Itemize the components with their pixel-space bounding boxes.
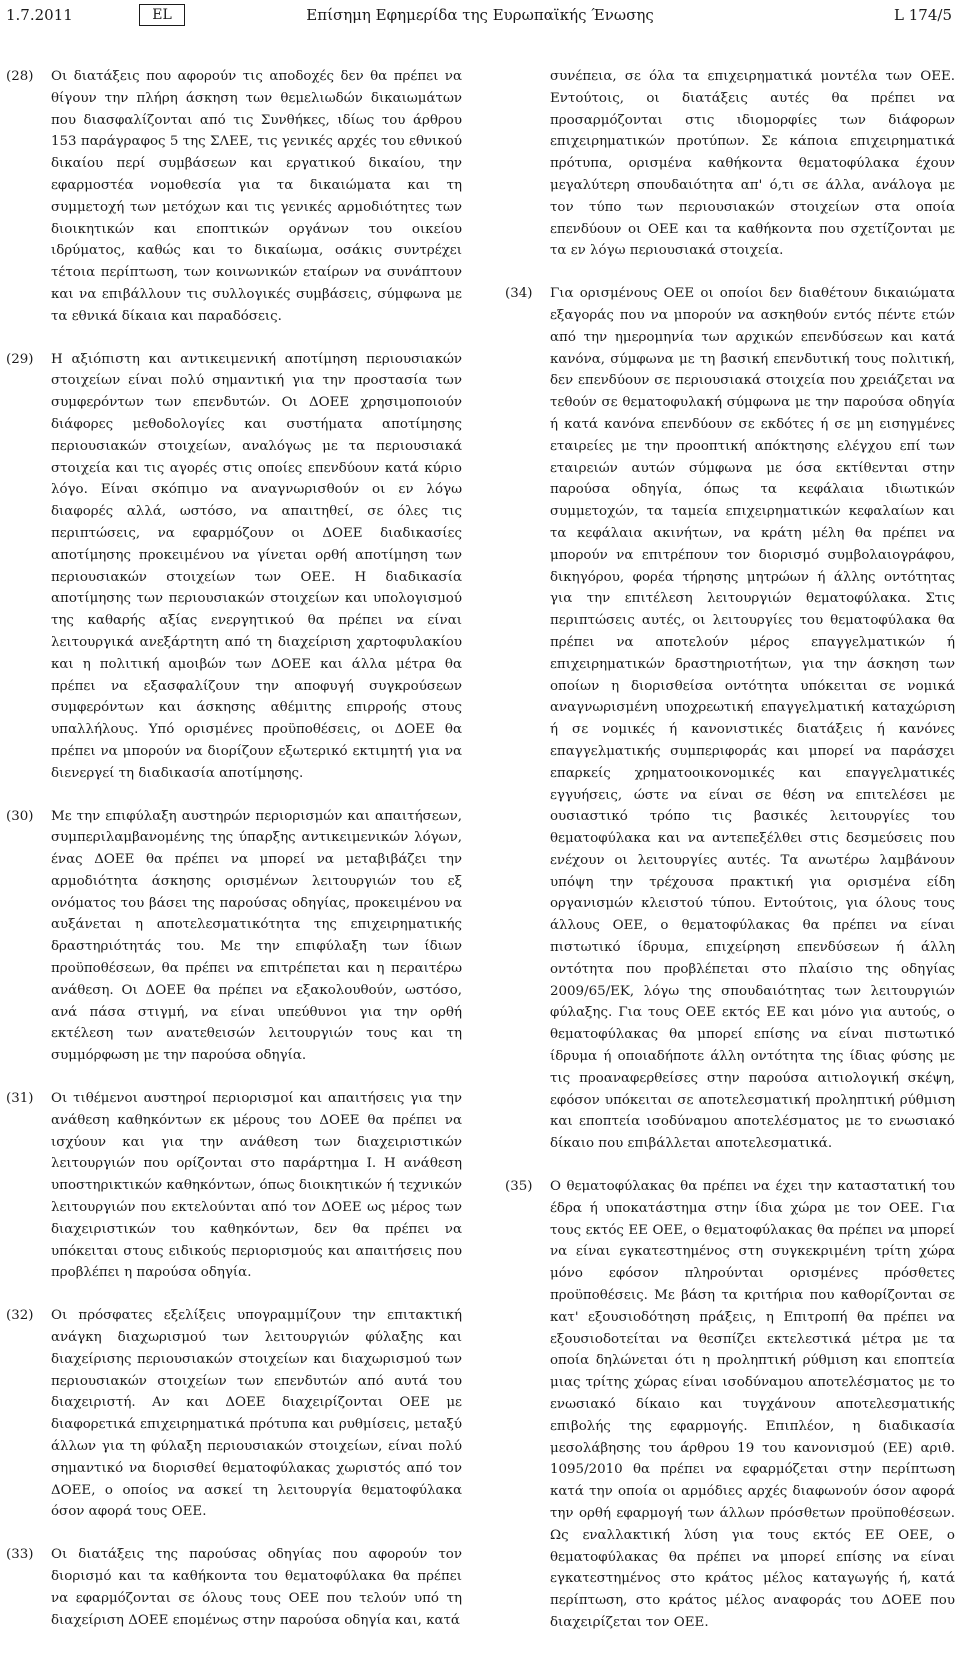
recital	[505, 283, 955, 1155]
recital-text: Οι διατάξεις της παρούσας οδηγίας που αφορούν τον διορισμό και τα καθήκοντα του θεματοφύλακα θα πρέπει να εφαρμόζονται σε όλους τους ΟΕΕ που τελούν υπό τη διαχείριση ΔΟΕΕ επομένως στην παρούσα οδηγία και, κατά	[51, 1547, 462, 1628]
right-column	[505, 66, 955, 1655]
issue-number: L 174/5	[894, 6, 952, 24]
recital-text: Η αξιόπιστη και αντικειμενική αποτίμηση περιουσιακών στοιχείων είναι πολύ σημαντική για την προστασία των συμφερόντων των επενδυτών. Οι ΔΟΕΕ χρησιμοποιούν διάφορες μεθοδολογίες και συστήματα αποτίμησης περιουσιακών στοιχείων, αναλόγως με τα περιουσιακά στοιχεία και τις αγορές στις οποίες επενδύουν κατά κύριο λόγο. Είναι σκόπιμο να αναγνωρισθούν οι εν λόγω διαφορές αλλά, ωστόσο, να απαιτηθεί, σε όλες τις περιπτώσεις, να εφαρμόζουν οι ΔΟΕΕ διαδικασίες αποτίμησης προκειμένου να γίνεται ορθή αποτίμηση των περιουσιακών στοιχείων των ΟΕΕ. Η διαδικασία αποτίμησης των περιουσιακών στοιχείων και υπολογισμού της καθαρής αξίας ενεργητικού θα πρέπει να είναι λειτουργικά ανεξάρτητη από τη διαχείριση χαρτοφυλακίου και η πολιτική αμοιβών των ΔΟΕΕ και άλλα μέτρα θα πρέπει να εξασφαλίζουν την αποφυγή συγκρούσεων συμφερόντων και άσκησης αθέμιτης επιρροής στους υπαλλήλους. Υπό ορισμένες προϋποθέσεις, οι ΔΟΕΕ θα πρέπει να μπορούν να διορίζουν εξωτερικό εκτιμητή για να διενεργεί τη διαδικασία αποτίμησης.	[51, 351, 462, 781]
recital	[6, 806, 462, 1068]
recital-number: (33)	[6, 1547, 34, 1563]
journal-title: Επίσημη Εφημερίδα της Ευρωπαϊκής Ένωσης	[306, 6, 654, 24]
recital	[6, 1305, 462, 1523]
recital	[505, 1176, 955, 1634]
recital-continuation	[505, 66, 955, 262]
left-column	[6, 66, 462, 1652]
recital-number: (28)	[6, 69, 34, 84]
page-header	[0, 0, 960, 30]
recital-text: Οι τιθέμενοι αυστηροί περιορισμοί και απαιτήσεις για την ανάθεση καθηκόντων εκ μέρους του ΔΟΕΕ θα πρέπει να ισχύουν και για την ανάθεση των διαχειριστικών λειτουργιών που ορίζονται στο παράρτημα Ι. Η ανάθεση υποστηρικτικών καθηκόντων, όπως διοικητικών ή τεχνικών λειτουργιών που εκτελούνται από τον ΔΟΕΕ ως μέρος των διαχειριστικών του καθηκόντων, δεν θα πρέπει να υπόκειται στους ειδικούς περιορισμούς και απαιτήσεις που προβλέπει η παρούσα οδηγία.	[51, 1091, 462, 1281]
recital-text: Οι διατάξεις που αφορούν τις αποδοχές δεν θα πρέπει να θίγουν την πλήρη άσκηση των θεμελιωδών δικαιωμάτων που διασφαλίζονται από τις Συνθήκες, ιδίως του άρθρου 153 παράγραφος 5 της ΣΛΕΕ, τις γενικές αρχές του εθνικού δικαίου περί συμβάσεων και εργατικού δικαίου, την εφαρμοστέα νομοθεσία για τα δικαιώματα και τη συμμετοχή των μετόχων και τις γενικές αρμοδιότητες των διοικητικών και εποπτικών οργάνων του οικείου ιδρύματος, καθώς και το δικαίωμα, οσάκις συντρέχει τέτοια περίπτωση, των κοινωνικών εταίρων να συνάπτουν και να επιβάλλουν τις συλλογικές συμβάσεις, σύμφωνα με τα εθνικά δίκαια και παραδόσεις.	[51, 69, 462, 324]
recital-number: (32)	[6, 1308, 34, 1324]
recital	[6, 66, 462, 328]
recital-number: (31)	[6, 1091, 34, 1107]
language-badge: EL	[139, 4, 185, 26]
recital	[6, 349, 462, 785]
publication-date: 1.7.2011	[6, 6, 73, 24]
recital-text: Ο θεματοφύλακας θα πρέπει να έχει την καταστατική του έδρα ή υποκατάστημα στην ίδια χώρα με τον ΟΕΕ. Για τους εκτός ΕΕ ΟΕΕ, ο θεματοφύλακας θα πρέπει να μπορεί να είναι εγκατεστημένος στη συγκεκριμένη τρίτη χώρα μόνο εφόσον πληρούνται ορισμένες πρόσθετες προϋποθέσεις. Με βάση τα κριτήρια που καθορίζονται σε κατ' εξουσιοδότηση πράξεις, η Επιτροπή θα πρέπει να εξουσιοδοτείται να θεσπίζει εκτελεστικά μέτρα με τα οποία δηλώνεται ότι η προληπτική ρύθμιση και εποπτεία μιας τρίτης χώρας είναι ισοδύναμου αποτελέσματος με το ενωσιακό δίκαιο και τυγχάνουν αποτελεσματικής επιβολής της εφαρμογής. Επιπλέον, η διαδικασία μεσολάβησης του άρθρου 19 του κανονισμού (ΕΕ) αριθ. 1095/2010 θα πρέπει να εφαρμόζεται στην περίπτωση κατά την οποία οι αρμόδιες αρχές διαφωνούν όσον αφορά την ορθή εφαρμογή των άλλων πρόσθετων προϋποθέσεων. Ως εναλλακτική λύση για τους εκτός ΕΕ ΟΕΕ, ο θεματοφύλακας θα πρέπει να μπορεί επίσης να είναι εγκατεστημένος στο κράτος μέλος καταγωγής ή, κατά περίπτωση, στο κράτος μέλος αναφοράς του ΔΟΕΕ που διαχειρίζεται τον ΟΕΕ.	[550, 1179, 955, 1630]
recital-number	[505, 66, 550, 262]
recital	[6, 1088, 462, 1284]
recital-number: (30)	[6, 808, 34, 824]
recital-text: Για ορισμένους ΟΕΕ οι οποίοι δεν διαθέτουν δικαιώματα εξαγοράς που να μπορούν να ασκηθούν εντός πέντε ετών από την ημερομηνία των αρχικών επενδύσεων και κατά κανόνα, σύμφωνα με τη βασική επενδυτική τους πολιτική, δεν επενδύουν σε περιουσιακά στοιχεία που χρειάζεται να τεθούν σε θεματοφυλακή σύμφωνα με την παρούσα οδηγία ή κατά κανόνα επενδύουν σε εκδότες ή σε μη εισηγμένες εταιρείες με την προοπτική απόκτησης ελέγχου επί των εταιρειών αυτών σύμφωνα με όσα εκτίθενται στην παρούσα οδηγία, όπως τα κεφάλαια ιδιωτικών συμμετοχών, τα ταμεία επιχειρηματικών κεφαλαίων και τα κεφάλαια ακινήτων, να κράτη μέλη θα πρέπει να μπορούν να επιτρέπουν τον διορισμό συμβολαιογράφου, δικηγόρου, φορέα τήρησης μητρώων ή άλλης οντότητας για την επιτέλεση λειτουργιών θεματοφύλακα. Στις περιπτώσεις αυτές, οι λειτουργίες του θεματοφύλακα θα πρέπει να αποτελούν μέρος επαγγελματικών ή επιχειρηματικών δραστηριοτήτων, για την άσκηση των οποίων η διορισθείσα οντότητα υπόκειται σε νομικά αναγνωρισμένη υποχρεωτική επαγγελματική καταχώριση ή σε νομικές ή κανονιστικές διατάξεις ή κανόνες επαγγελματικής συμπεριφοράς και μπορεί να παράσχει επαρκείς χρηματοοικονομικές και επαγγελματικές εγγυήσεις, ώστε να είναι σε θέση να επιτελέσει με ουσιαστικό τρόπο τις βασικές λειτουργίες του θεματοφύλακα και να αντεπεξέλθει στις δεσμεύσεις που ενέχουν οι λειτουργίες αυτές. Τα ανωτέρω λαμβάνουν υπόψη την τρέχουσα πρακτική για ορισμένα είδη οργανισμών κλειστού τύπου. Εντούτοις, για όλους τους άλλους ΟΕΕ, ο θεματοφύλακας θα πρέπει να είναι πιστωτικό ίδρυμα, επιχείρηση επενδύσεων ή άλλη οντότητα που προβλέπεται στο πλαίσιο της οδηγίας 2009/65/ΕΚ, λόγω της σπουδαιότητας των λειτουργιών φύλαξης. Για τους ΟΕΕ εκτός ΕΕ και μόνο για αυτούς, ο θεματοφύλακας θα μπορεί επίσης να είναι πιστωτικό ίδρυμα ή οποιαδήποτε άλλη οντότητα της ίδιας φύσης με τις προαναφερθείσες στην παρούσα αιτιολογική σκέψη, εφόσον υπόκειται σε αποτελεσματική προληπτική ρύθμιση και εποπτεία ισοδύναμου αποτελέσματος με το ενωσιακό δίκαιο που επιβάλλεται αποτελεσματικά.	[550, 286, 955, 1152]
recital-text: συνέπεια, σε όλα τα επιχειρηματικά μοντέλα των ΟΕΕ. Εντούτοις, οι διατάξεις αυτές θα πρέπει να προσαρμόζονται στις ιδιομορφίες των διάφορων επιχειρηματικών προτύπων. Σε κάποια επιχειρηματικά πρότυπα, ορισμένα καθήκοντα θεματοφύλακα έχουν μεγαλύτερη σπουδαιότητα απ' ό,τι σε άλλα, ανάλογα με τον τύπο των περιουσιακών στοιχείων στα οποία επενδύουν οι ΟΕΕ και τα καθήκοντα που σχετίζονται με τα εν λόγω περιουσιακά στοιχεία.	[550, 69, 955, 259]
recital-number: (35)	[505, 1179, 533, 1195]
recital-number: (34)	[505, 286, 533, 302]
recital-number: (29)	[6, 351, 34, 367]
recital-text: Με την επιφύλαξη αυστηρών περιορισμών και απαιτήσεων, συμπεριλαμβανομένης της ύπαρξης αντικειμενικών λόγων, ένας ΔΟΕΕ θα πρέπει να μπορεί να μεταβιβάζει την αρμοδιότητα άσκησης ορισμένων λειτουργιών του εξ ονόματος του βάσει της παρούσας οδηγίας, προκειμένου να αυξάνεται η αποτελεσματικότητα της επιχειρηματικής δραστηριότητάς του. Με την επιφύλαξη των ίδιων προϋποθέσεων, θα πρέπει να επιτρέπεται και η περαιτέρω ανάθεση. Οι ΔΟΕΕ θα πρέπει να εξακολουθούν, ωστόσο, ανά πάσα στιγμή, να είναι υπεύθυνοι για την ορθή εκτέλεση των ανατεθεισών λειτουργιών τους και τη συμμόρφωση με την παρούσα οδηγία.	[51, 808, 462, 1064]
recital-text: Οι πρόσφατες εξελίξεις υπογραμμίζουν την επιτακτική ανάγκη διαχωρισμού των λειτουργιών φύλαξης και διαχείρισης περιουσιακών στοιχείων και διαχωρισμού των περιουσιακών στοιχείων των επενδυτών από αυτά του διαχειριστή. Αν και ΔΟΕΕ διαχειρίζονται ΟΕΕ με διαφορετικά επιχειρηματικά πρότυπα και ρυθμίσεις, μεταξύ άλλων για τη φύλαξη περιουσιακών στοιχείων, είναι πολύ σημαντικό να διορισθεί θεματοφύλακας χωριστός από τον ΔΟΕΕ, ο οποίος να ασκεί τη λειτουργία θεματοφύλακα όσον αφορά τους ΟΕΕ.	[51, 1308, 462, 1520]
recital	[6, 1544, 462, 1631]
